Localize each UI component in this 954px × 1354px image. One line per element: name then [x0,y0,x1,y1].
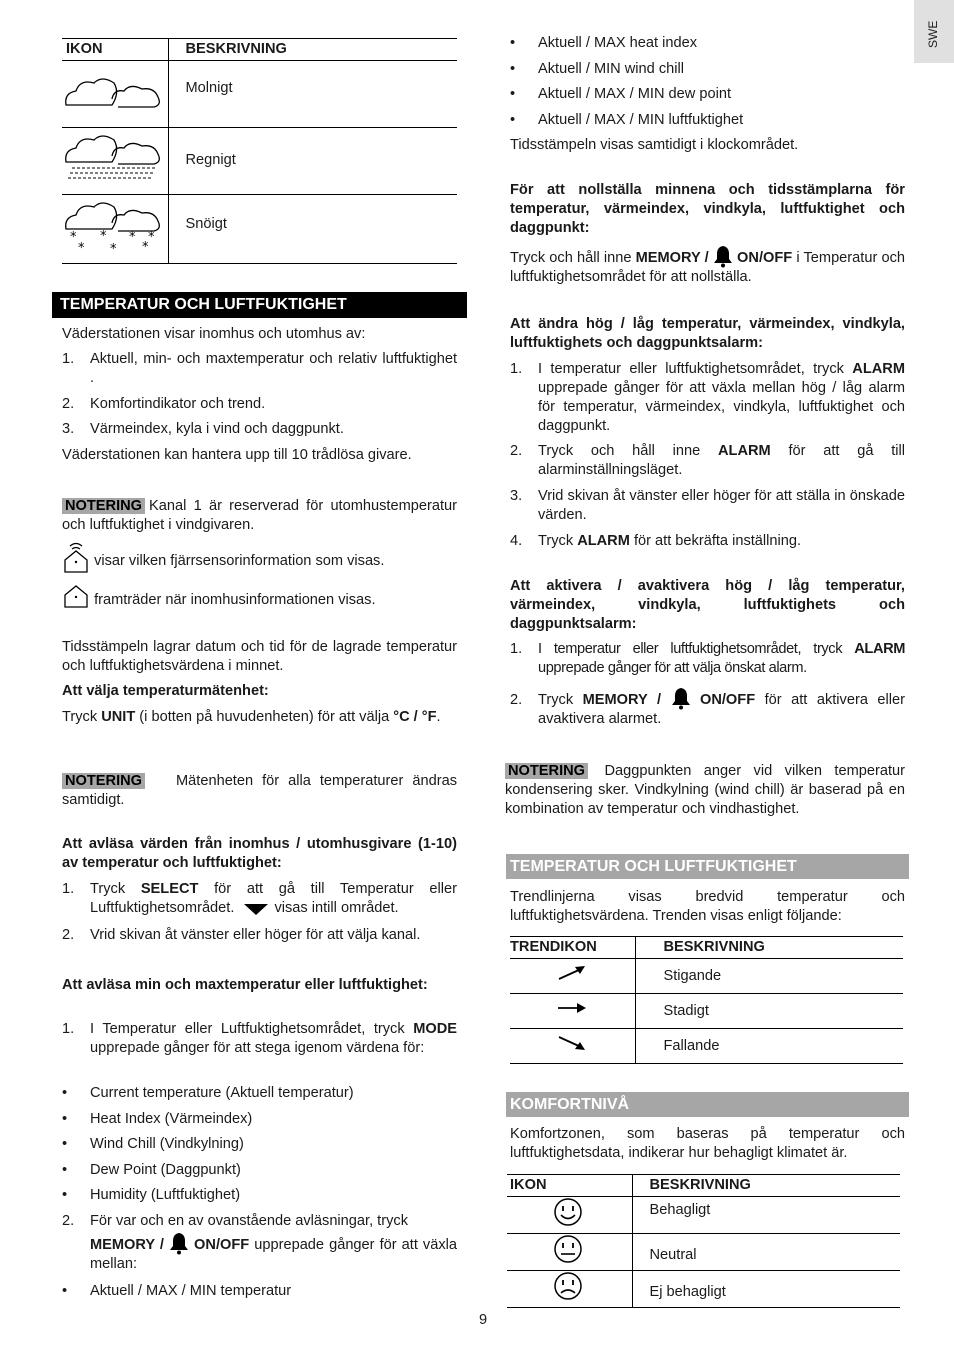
unit-heading: Att välja temperaturmätenhet: [62,683,269,699]
note-badge: NOTERING [62,498,145,514]
arrow-down-icon [557,1033,587,1053]
note-badge: NOTERING [505,763,588,779]
section-header-temp-humidity: TEMPERATUR OCH LUFTFUKTIGHET [52,292,467,318]
list-item: 4. Tryck ALARM för att bekräfta inställning. [510,533,802,549]
list-item: • Dew Point (Daggpunkt) [62,1162,241,1178]
read-values-heading: Att avläsa värden från inomhus / utomhusgivare (1-10) av temperatur och luftfuktighet: [62,836,457,871]
list-item: 1. I temperatur eller luftfuktighetsområdet, tryck ALARM upprepade gånger för att välja önskat alarm. [510,641,905,676]
note-dewpoint: NOTERING Daggpunkten anger vid vilken temperatur kondensering sker. Vindkylning (wind chill) är baserad på en kombination av temperatur och vindhastighet. [505,763,905,817]
table-row [507,1234,900,1271]
table-row [62,195,457,264]
house-signal-icon [62,540,90,574]
svg-text:*: * [148,230,155,245]
comfort-label: Ej behagligt [649,1284,726,1300]
table-header-trendicon: TRENDIKON [510,937,635,959]
language-tab [914,0,954,63]
bell-icon [671,686,691,710]
bell-icon [169,1231,189,1255]
comfort-label: Behagligt [649,1202,711,1218]
table-row [62,128,457,195]
bell-icon [713,244,733,268]
svg-text:*: * [100,229,107,244]
comfort-intro: Komfortzonen, som baseras på temperatur och luftfuktighetsdata, indikerar hur behagligt klimatet är. [510,1126,905,1161]
weather-label: Regnigt [185,152,236,168]
list-item: • Aktuell / MIN wind chill [510,61,684,77]
table-header-description: BESKRIVNING [635,937,903,959]
language-tab-label: SWE [926,20,940,48]
list-item: • Current temperature (Aktuell temperatur) [62,1085,354,1101]
table-row [510,1029,903,1064]
clock-text: Tidsstämpeln visas samtidigt i klockområdet. [510,137,799,153]
happy-face-icon [553,1197,583,1227]
list-item: • Aktuell / MAX / MIN temperatur [62,1283,292,1299]
snowy-icon [62,195,166,257]
list-item: 2. För var och en av ovanstående avläsningar, tryck MEMORY / ON/OFF upprepade gånger för att växla mellan: [62,1213,457,1272]
table-row [510,959,903,994]
list-item: 3. Vrid skivan åt vänster eller höger för att ställa in önskade värden. [510,488,905,523]
table-header-description: BESKRIVNING [632,1175,900,1197]
list-item: 1. I Temperatur eller Luftfuktighetsområdet, tryck MODE upprepade gånger för att stega igenom värdena för: [62,1021,457,1056]
list-item: • Heat Index (Värmeindex) [62,1111,253,1127]
list-item: • Aktuell / MAX / MIN luftfuktighet [510,112,744,128]
weather-icon-table [62,38,457,264]
weather-label: Molnigt [185,80,233,96]
trend-label: Fallande [663,1038,720,1054]
table-header-icon: IKON [62,39,168,61]
table-row [507,1271,900,1308]
trend-label: Stigande [663,968,722,984]
note-channel: NOTERING Kanal 1 är reserverad för utomhustemperatur och luftfuktighet i vindgivaren. [62,498,457,533]
house-icon [62,583,90,609]
list-item: • Aktuell / MAX heat index [510,35,697,51]
list-item: 1. Aktuell, min- och maxtemperatur och relativ luftfuktighet . [62,351,457,386]
sad-face-icon [553,1271,583,1301]
section-header-trend: TEMPERATUR OCH LUFTFUKTIGHET [506,854,909,879]
list-item: 2. Tryck MEMORY / ON/OFF för att aktivera eller avaktivera alarmet. [510,686,905,729]
section-header-comfort: KOMFORTNIVÅ [506,1092,909,1117]
list-item: 2. Komfortindikator och trend. [62,396,266,412]
list-item: • Humidity (Luftfuktighet) [62,1187,241,1203]
note-badge: NOTERING [62,773,145,789]
triangle-down-icon [242,900,270,916]
arrow-right-icon [557,998,587,1018]
rainy-icon [62,128,166,188]
timestamp-text: Tidsstämpeln lagrar datum och tid för de lagrade temperatur och luftfuktighetsvärdena i minnet. [62,639,457,674]
sensors-text: Väderstationen kan hantera upp till 10 trådlösa givare. [62,447,412,463]
minmax-heading: Att avläsa min och maxtemperatur eller luftfuktighet: [62,977,428,993]
activate-heading: Att aktivera / avaktivera hög / låg temperatur, värmeindex, vindkyla, luftfuktighets och daggpunktsalarm: [510,578,905,632]
table-row [62,61,457,128]
reset-instruction: Tryck och håll inne MEMORY / ON/OFF i Temperatur och luftfuktighetsområdet för att nollställa. [510,244,905,287]
intro-text: Väderstationen visar inomhus och utomhus av: [62,326,366,342]
unit-instruction: Tryck UNIT (i botten på huvudenheten) för att välja °C / °F. [62,709,441,725]
comfort-label: Neutral [649,1247,697,1263]
table-header-description: BESKRIVNING [168,39,457,61]
trend-label: Stadigt [663,1003,709,1019]
list-item: 2. Tryck och håll inne ALARM för att gå till alarminställningsläget. [510,443,905,478]
svg-text:*: * [110,242,117,257]
comfort-table [507,1174,900,1308]
cloudy-icon [62,61,166,121]
list-item: • Wind Chill (Vindkylning) [62,1136,244,1152]
svg-text:*: * [142,240,149,255]
table-row [507,1197,900,1234]
svg-text:*: * [78,241,85,256]
list-item: 1. I temperatur eller luftfuktighetsområdet, tryck ALARM upprepade gånger för att växla mellan hög / låg alarm för temperatur, värmeindex, vindkyla, luftfuktighet och daggpunkt. [510,361,905,434]
reset-heading: För att nollställa minnena och tidsstämplarna för temperatur, värmeindex, vindkyla, luftfuktighet och daggpunkt: [510,182,905,236]
list-item: 1. Tryck SELECT för att gå till Temperatur eller Luftfuktighetsområdet. visas intill området. [62,881,457,916]
trend-table [510,936,903,1064]
list-item: 2. Vrid skivan åt vänster eller höger för att välja kanal. [62,927,421,943]
weather-label: Snöigt [185,216,227,232]
table-header-icon: IKON [507,1175,632,1197]
svg-text:*: * [70,230,77,245]
page-number: 9 [478,1312,488,1328]
arrow-up-icon [557,963,587,983]
indoor-sensor-row: framträder när inomhusinformationen visas. [62,583,457,609]
alarm-heading: Att ändra hög / låg temperatur, värmeindex, vindkyla, luftfuktighets och daggpunktsalarm: [510,316,905,351]
remote-sensor-row: visar vilken fjärrsensorinformation som visas. [62,540,457,574]
list-item: 3. Värmeindex, kyla i vind och daggpunkt. [62,421,344,437]
list-item: • Aktuell / MAX / MIN dew point [510,86,732,102]
trend-intro: Trendlinjerna visas bredvid temperatur och luftfuktighetsvärdena. Trenden visas enligt följande: [510,889,905,924]
table-row [510,994,903,1029]
note-unit: NOTERING Mätenheten för alla temperaturer ändras samtidigt. [62,773,457,808]
svg-text:*: * [129,230,136,245]
neutral-face-icon [553,1234,583,1264]
